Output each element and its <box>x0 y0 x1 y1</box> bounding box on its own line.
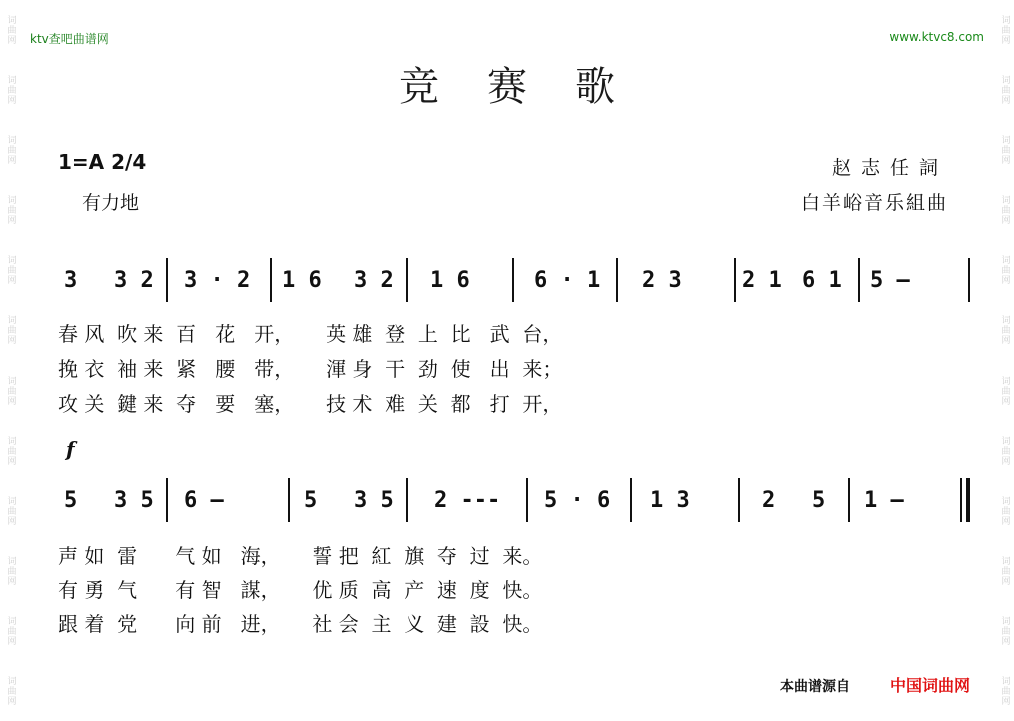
note-group: 3 5 <box>114 487 154 513</box>
composer-credit: 白羊峪音乐組曲 <box>800 192 948 214</box>
side-watermark-text: 词曲网 <box>5 195 16 226</box>
side-watermark-text: 词曲网 <box>5 495 16 526</box>
song-title: 竞赛歌 <box>399 64 663 110</box>
note-group: 5 — <box>870 267 910 293</box>
bar-line <box>960 478 962 522</box>
side-watermark-text: 词曲网 <box>999 75 1010 106</box>
note-group: 2 --- <box>434 487 501 513</box>
bar-line <box>288 478 290 522</box>
note-group: 5 · 6 <box>544 487 611 513</box>
lyric-verse-2-line-1: 挽 衣 袖 来 紧 腰 带， 渾 身 干 劲 使 出 来； <box>58 357 563 381</box>
side-watermark-text: 词曲网 <box>5 375 16 406</box>
site-watermark-left: ktv查吧曲谱网 <box>30 32 109 46</box>
bar-line <box>968 258 970 302</box>
side-watermark-text: 词曲网 <box>999 435 1010 466</box>
note-group: 1 6 <box>282 267 322 293</box>
bar-line <box>512 258 514 302</box>
side-watermark-text: 词曲网 <box>999 315 1010 346</box>
side-watermark-text: 词曲网 <box>5 75 16 106</box>
note-group: 5 <box>304 487 318 513</box>
bar-line <box>526 478 528 522</box>
bar-line <box>630 478 632 522</box>
bar-line <box>406 478 408 522</box>
lyric-verse-2-line-2: 有 勇 气 有 智 謀， 优 质 高 产 速 度 快。 <box>58 578 543 602</box>
note-group: 6 · 1 <box>534 267 601 293</box>
note-group: 3 · 2 <box>184 267 251 293</box>
lyric-verse-1-line-2: 声 如 雷 气 如 海， 誓 把 紅 旗 夺 过 来。 <box>58 544 543 568</box>
side-watermark-text: 词曲网 <box>5 555 16 586</box>
note-group: 2 3 <box>642 267 682 293</box>
note-group: 5 <box>64 487 78 513</box>
side-watermark-text: 词曲网 <box>5 675 16 706</box>
side-watermark-text: 词曲网 <box>999 495 1010 526</box>
note-group: 2 <box>762 487 776 513</box>
side-watermark-text: 词曲网 <box>999 675 1010 706</box>
source-label: 本曲谱源自 <box>780 679 850 695</box>
side-watermark-text: 词曲网 <box>5 435 16 466</box>
side-watermark-text: 词曲网 <box>999 375 1010 406</box>
lyric-verse-3-line-1: 攻 关 鍵 来 夺 要 塞， 技 术 难 关 都 打 开， <box>58 392 563 416</box>
note-group: 3 2 <box>354 267 394 293</box>
side-watermark-text: 词曲网 <box>5 255 16 286</box>
bar-line <box>406 258 408 302</box>
side-watermark-text: 词曲网 <box>999 615 1010 646</box>
bar-line <box>270 258 272 302</box>
side-watermark-text: 词曲网 <box>999 195 1010 226</box>
bar-line <box>848 478 850 522</box>
side-watermark-text: 词曲网 <box>999 555 1010 586</box>
dynamic-marking: f <box>66 437 75 461</box>
final-bar-line <box>966 478 970 522</box>
note-group: 1 — <box>864 487 904 513</box>
side-watermark-text: 词曲网 <box>5 135 16 166</box>
side-watermark-text: 词曲网 <box>999 255 1010 286</box>
note-group: 1 6 <box>430 267 470 293</box>
bar-line <box>616 258 618 302</box>
side-watermark-text: 词曲网 <box>999 15 1010 46</box>
lyric-verse-1-line-1: 春 风 吹 来 百 花 开， 英 雄 登 上 比 武 台， <box>58 322 563 346</box>
note-group: 2 1 <box>742 267 782 293</box>
note-group: 3 <box>64 267 78 293</box>
tempo-marking: 有力地 <box>82 192 140 214</box>
side-watermark-text: 词曲网 <box>5 15 16 46</box>
note-group: 1 3 <box>650 487 690 513</box>
side-watermark-text: 词曲网 <box>999 135 1010 166</box>
side-watermark-text: 词曲网 <box>5 615 16 646</box>
key-signature: 1=A 2/4 <box>58 150 147 174</box>
note-group: 3 2 <box>114 267 154 293</box>
lyricist-credit: 赵志任詞 <box>831 157 948 179</box>
notation-line-1 <box>58 250 978 310</box>
note-group: 6 1 <box>802 267 842 293</box>
note-group: 5 <box>812 487 826 513</box>
bar-line <box>734 258 736 302</box>
side-watermark-text: 词曲网 <box>5 315 16 346</box>
bar-line <box>166 478 168 522</box>
note-group: 6 — <box>184 487 224 513</box>
bar-line <box>166 258 168 302</box>
site-watermark-right: www.ktvc8.com <box>889 30 984 44</box>
note-group: 3 5 <box>354 487 394 513</box>
notation-line-2 <box>58 470 978 530</box>
bar-line <box>738 478 740 522</box>
lyric-verse-3-line-2: 跟 着 党 向 前 进， 社 会 主 义 建 設 快。 <box>58 612 543 636</box>
source-link[interactable]: 中国词曲网 <box>890 676 971 695</box>
bar-line <box>858 258 860 302</box>
